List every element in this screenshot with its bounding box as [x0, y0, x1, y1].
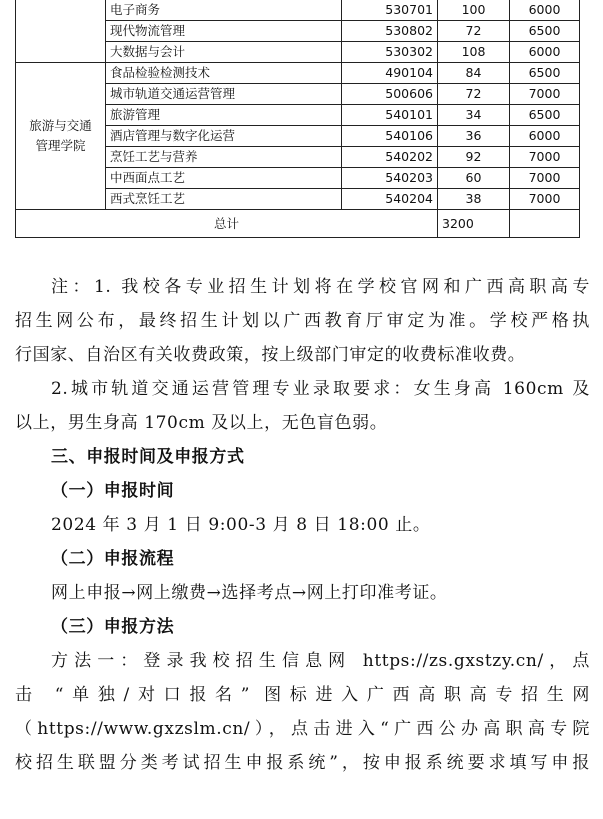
application-time-text: 2024 年 3 月 1 日 9:00-3 月 8 日 18:00 止。: [51, 515, 431, 535]
major-name: 城市轨道交通运营管理: [106, 84, 342, 105]
major-code: 540203: [342, 168, 438, 189]
major-name: 现代物流管理: [106, 21, 342, 42]
section-heading: 三、申报时间及申报方式: [51, 447, 245, 467]
major-name: 食品检验检测技术: [106, 63, 342, 84]
method-line: （https://www.gxzslm.cn/），点击进入“广西公办高职高专院: [15, 719, 590, 739]
plan-count: 84: [438, 63, 510, 84]
note-2-line: 以上，男生身高 170cm 及以上，无色盲色弱。: [15, 413, 388, 433]
tuition-fee: 7000: [510, 147, 580, 168]
major-name: 西式烹饪工艺: [106, 189, 342, 210]
table-total-row: [16, 210, 580, 238]
method-line: 击 “单独/对口报名” 图标进入广西高职高专招生网: [15, 685, 590, 705]
major-name: 大数据与会计: [106, 42, 342, 63]
college-cell-empty: [16, 0, 106, 63]
major-code: 530701: [342, 0, 438, 21]
table-row: [16, 0, 580, 21]
college-name-line: 旅游与交通: [29, 118, 92, 133]
total-value: 3200: [438, 210, 510, 238]
major-code: 500606: [342, 84, 438, 105]
sub-heading-method: （三）申报方法: [51, 617, 175, 637]
table-row: [16, 63, 580, 84]
note-1-line: 招生网公布，最终招生计划以广西教育厅审定为准。学校严格执: [15, 311, 590, 331]
tuition-fee: 6500: [510, 105, 580, 126]
tuition-fee: 6000: [510, 42, 580, 63]
note-1-line: 行国家、自治区有关收费政策，按上级部门审定的收费标准收费。: [15, 345, 526, 365]
major-code: 490104: [342, 63, 438, 84]
major-name: 旅游管理: [106, 105, 342, 126]
tuition-fee: 7000: [510, 189, 580, 210]
sub-heading-process: （二）申报流程: [51, 549, 175, 569]
plan-count: 34: [438, 105, 510, 126]
method-line: 校招生联盟分类考试招生申报系统”，按申报系统要求填写申报: [15, 753, 590, 773]
major-code: 530302: [342, 42, 438, 63]
major-name: 电子商务: [106, 0, 342, 21]
plan-count: 72: [438, 21, 510, 42]
plan-count: 92: [438, 147, 510, 168]
tuition-fee: 7000: [510, 84, 580, 105]
major-code: 540101: [342, 105, 438, 126]
major-code: 540204: [342, 189, 438, 210]
tuition-fee: 6500: [510, 21, 580, 42]
tuition-fee: 6500: [510, 63, 580, 84]
total-label: 总计: [16, 210, 438, 238]
plan-count: 36: [438, 126, 510, 147]
method-line: 方法一：登录我校招生信息网 https://zs.gxstzy.cn/，点: [51, 651, 590, 671]
major-name: 中西面点工艺: [106, 168, 342, 189]
plan-count: 38: [438, 189, 510, 210]
plan-count: 72: [438, 84, 510, 105]
note-2-line: 2.城市轨道交通运营管理专业录取要求：女生身高 160cm 及: [51, 379, 590, 399]
total-fee-empty: [510, 210, 580, 238]
tuition-fee: 6000: [510, 126, 580, 147]
major-code: 540106: [342, 126, 438, 147]
major-code: 530802: [342, 21, 438, 42]
note-1-line: 注：1. 我校各专业招生计划将在学校官网和广西高职高专: [51, 277, 590, 297]
college-name-line: 管理学院: [35, 138, 86, 153]
major-code: 540202: [342, 147, 438, 168]
plan-count: 108: [438, 42, 510, 63]
tuition-fee: 6000: [510, 0, 580, 21]
sub-heading-time: （一）申报时间: [51, 481, 175, 501]
college-name-cell: [16, 63, 106, 210]
plan-count: 60: [438, 168, 510, 189]
major-name: 烹饪工艺与营养: [106, 147, 342, 168]
major-name: 酒店管理与数字化运营: [106, 126, 342, 147]
plan-count: 100: [438, 0, 510, 21]
tuition-fee: 7000: [510, 168, 580, 189]
document-body: [15, 270, 590, 780]
application-process-text: 网上申报→网上缴费→选择考点→网上打印准考证。: [51, 583, 448, 603]
enrollment-plan-table: [15, 0, 580, 238]
